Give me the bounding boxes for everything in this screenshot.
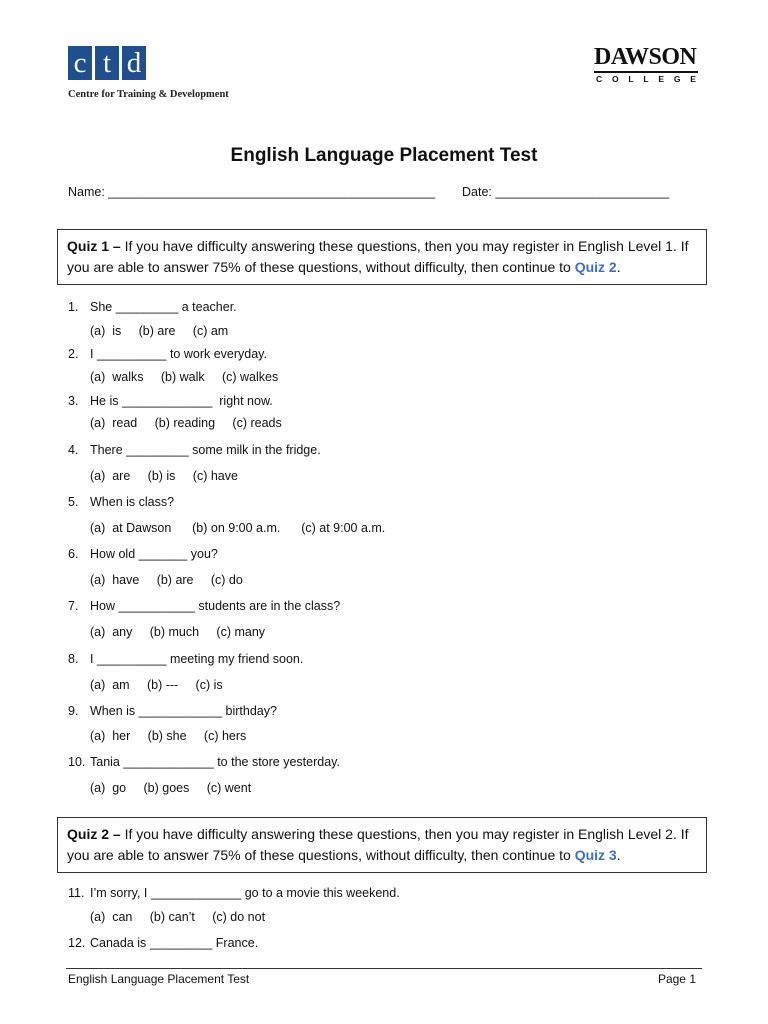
- quiz1-lead: Quiz 1 –: [67, 238, 121, 254]
- page-number: Page 1: [657, 972, 696, 986]
- question-10: 10. Tania _____________ to the store yesterday.: [68, 755, 340, 769]
- quiz3-link[interactable]: Quiz 3: [574, 847, 617, 863]
- options-6[interactable]: (a) have (b) are (c) do: [90, 573, 243, 587]
- question-2: 2. I __________ to work everyday.: [68, 347, 267, 361]
- logo-letter-t: t: [95, 46, 119, 80]
- quiz2-lead: Quiz 2 –: [67, 826, 121, 842]
- question-6: 6. How old _______ you?: [68, 547, 218, 561]
- options-1[interactable]: (a) is (b) are (c) am: [90, 324, 229, 338]
- question-4: 4. There _________ some milk in the fridge.: [68, 443, 321, 457]
- college-sub: C O L L E G E: [596, 74, 696, 84]
- question-3: 3. He is _____________ right now.: [68, 394, 273, 408]
- question-1: 1. She _________ a teacher.: [68, 300, 237, 314]
- question-5: 5. When is class?: [68, 495, 175, 509]
- ctd-logo: [68, 46, 146, 80]
- options-5[interactable]: (a) at Dawson (b) on 9:00 a.m. (c) at 9:00 a.m.: [90, 521, 386, 535]
- options-7[interactable]: (a) any (b) much (c) many: [90, 625, 266, 639]
- page-title: English Language Placement Test: [230, 145, 538, 166]
- question-8: 8. I __________ meeting my friend soon.: [68, 652, 304, 666]
- options-2[interactable]: (a) walks (b) walk (c) walkes: [90, 370, 279, 384]
- quiz2-text: If you have difficulty answering these questions, then you may register in English Level 2. If you are able to answer 75% of these questions, without difficulty, then continue to: [67, 826, 689, 863]
- name-field[interactable]: Name: _______________________________________________: [68, 185, 436, 199]
- question-9: 9. When is ____________ birthday?: [68, 704, 277, 718]
- quiz2-instructions: Quiz 2 – If you have difficulty answering these questions, then you may register in English Level 2. If you are able to answer 75% of these questions, without difficulty, then continue to Quiz 3.: [57, 817, 707, 873]
- quiz2-link[interactable]: Quiz 2: [574, 259, 617, 275]
- quiz1-text: If you have difficulty answering these questions, then you may register in English Level 1. If you are able to answer 75% of these questions, without difficulty, then continue to: [67, 238, 689, 275]
- dawson-logo: [594, 44, 698, 84]
- options-8[interactable]: (a) am (b) --- (c) is: [90, 678, 223, 692]
- options-4[interactable]: (a) are (b) is (c) have: [90, 469, 238, 483]
- question-11: 11. I’m sorry, I _____________ go to a movie this weekend.: [68, 886, 400, 900]
- options-10[interactable]: (a) go (b) goes (c) went: [90, 781, 252, 795]
- logo-letter-d: d: [122, 46, 146, 80]
- footer-divider: [66, 968, 702, 969]
- options-3[interactable]: (a) read (b) reading (c) reads: [90, 416, 282, 430]
- college-name: DAWSON: [594, 44, 697, 70]
- question-12: 12. Canada is _________ France.: [68, 936, 259, 950]
- footer-title: English Language Placement Test: [68, 972, 250, 986]
- options-9[interactable]: (a) her (b) she (c) hers: [90, 729, 247, 743]
- options-11[interactable]: (a) can (b) can’t (c) do not: [90, 910, 266, 924]
- logo-tagline: Centre for Training & Development: [68, 89, 229, 100]
- logo-letter-c: c: [68, 46, 92, 80]
- question-7: 7. How ___________ students are in the class?: [68, 599, 341, 613]
- quiz1-instructions: Quiz 1 – If you have difficulty answering these questions, then you may register in English Level 1. If you are able to answer 75% of these questions, without difficulty, then continue to Quiz 2.: [57, 229, 707, 285]
- date-field[interactable]: Date: _________________________: [462, 185, 670, 199]
- logo-divider: [594, 71, 698, 73]
